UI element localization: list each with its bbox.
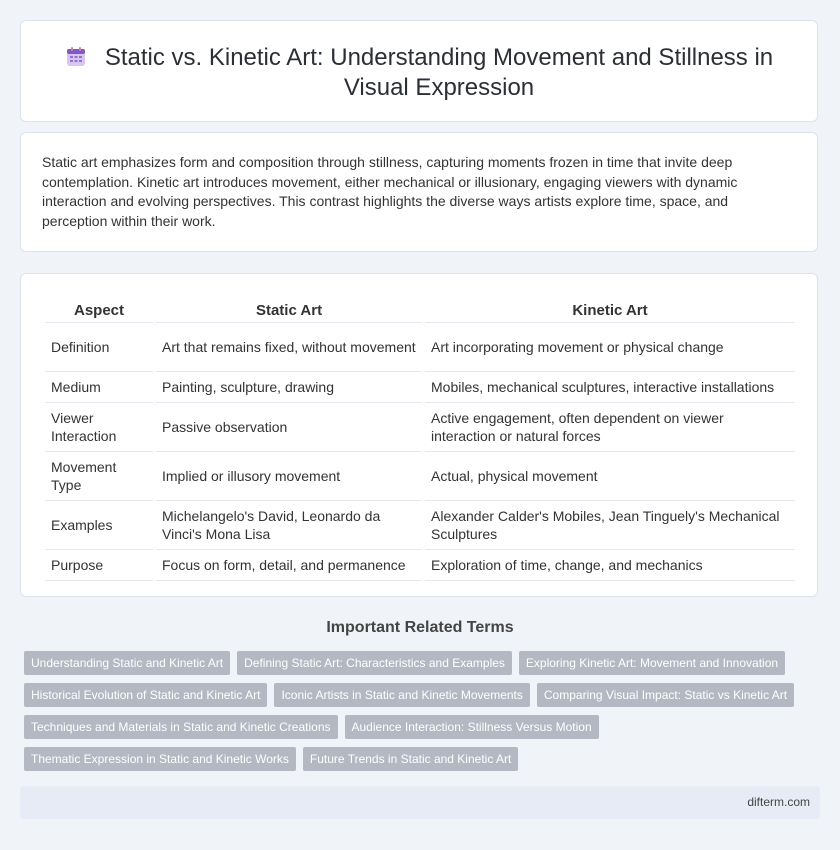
comparison-table xyxy=(42,294,798,581)
table-row xyxy=(45,323,795,372)
table-cell: Exploration of time, change, and mechanics xyxy=(425,550,795,581)
table-cell: Definition xyxy=(45,323,153,372)
table-cell: Michelangelo's David, Leonardo da Vinci's Mona Lisa xyxy=(156,501,422,550)
header-kinetic-art: Kinetic Art xyxy=(425,294,795,323)
table-cell: Painting, sculpture, drawing xyxy=(156,372,422,403)
table-row xyxy=(45,372,795,403)
table-cell: Alexander Calder's Mobiles, Jean Tinguely's Mechanical Sculptures xyxy=(425,501,795,550)
footer xyxy=(20,786,820,819)
related-term-link[interactable]: Exploring Kinetic Art: Movement and Innovation xyxy=(519,651,785,675)
table-cell: Focus on form, detail, and permanence xyxy=(156,550,422,581)
header-static-art: Static Art xyxy=(156,294,422,323)
table-cell: Movement Type xyxy=(45,452,153,501)
related-terms-heading: Important Related Terms xyxy=(326,619,514,636)
table-row xyxy=(45,501,795,550)
related-term-link[interactable]: Thematic Expression in Static and Kinetic Works xyxy=(24,747,296,771)
related-term-link[interactable]: Techniques and Materials in Static and Kinetic Creations xyxy=(24,715,338,739)
table-cell: Passive observation xyxy=(156,403,422,452)
table-cell: Medium xyxy=(45,372,153,403)
intro-paragraph: Static art emphasizes form and composition through stillness, capturing moments frozen in time that invite deep contemplation. Kinetic art introduces movement, either mechanical or illusionary, engaging viewers with dynamic interaction and evolving perspectives. This contrast highlights the diverse ways artists explore time, space, and perception within their work. xyxy=(42,154,738,229)
table-cell: Art that remains fixed, without movement xyxy=(156,323,422,372)
table-cell: Active engagement, often dependent on viewer interaction or natural forces xyxy=(425,403,795,452)
table-row xyxy=(45,452,795,501)
related-term-link[interactable]: Defining Static Art: Characteristics and Examples xyxy=(237,651,512,675)
related-term-link[interactable]: Future Trends in Static and Kinetic Art xyxy=(303,747,518,771)
table-cell: Mobiles, mechanical sculptures, interactive installations xyxy=(425,372,795,403)
table-cell: Purpose xyxy=(45,550,153,581)
related-term-link[interactable]: Understanding Static and Kinetic Art xyxy=(24,651,230,675)
table-row xyxy=(45,403,795,452)
title-card xyxy=(20,20,818,122)
related-term-link[interactable]: Audience Interaction: Stillness Versus Motion xyxy=(345,715,599,739)
header-aspect: Aspect xyxy=(45,294,153,323)
table-header-row xyxy=(45,294,795,323)
related-term-link[interactable]: Comparing Visual Impact: Static vs Kinetic Art xyxy=(537,683,794,707)
footer-site-link[interactable]: difterm.com xyxy=(747,795,810,809)
page-title: Static vs. Kinetic Art: Understanding Movement and Stillness in Visual Expression xyxy=(104,44,774,101)
table-cell: Actual, physical movement xyxy=(425,452,795,501)
table-row xyxy=(45,550,795,581)
related-term-link[interactable]: Iconic Artists in Static and Kinetic Movements xyxy=(274,683,529,707)
table-cell: Implied or illusory movement xyxy=(156,452,422,501)
intro-card xyxy=(20,132,818,252)
table-cell: Examples xyxy=(45,501,153,550)
related-terms-list xyxy=(24,651,820,779)
comparison-table-card xyxy=(20,273,818,597)
table-cell: Viewer Interaction xyxy=(45,403,153,452)
table-cell: Art incorporating movement or physical change xyxy=(425,323,795,372)
related-term-link[interactable]: Historical Evolution of Static and Kinetic Art xyxy=(24,683,267,707)
